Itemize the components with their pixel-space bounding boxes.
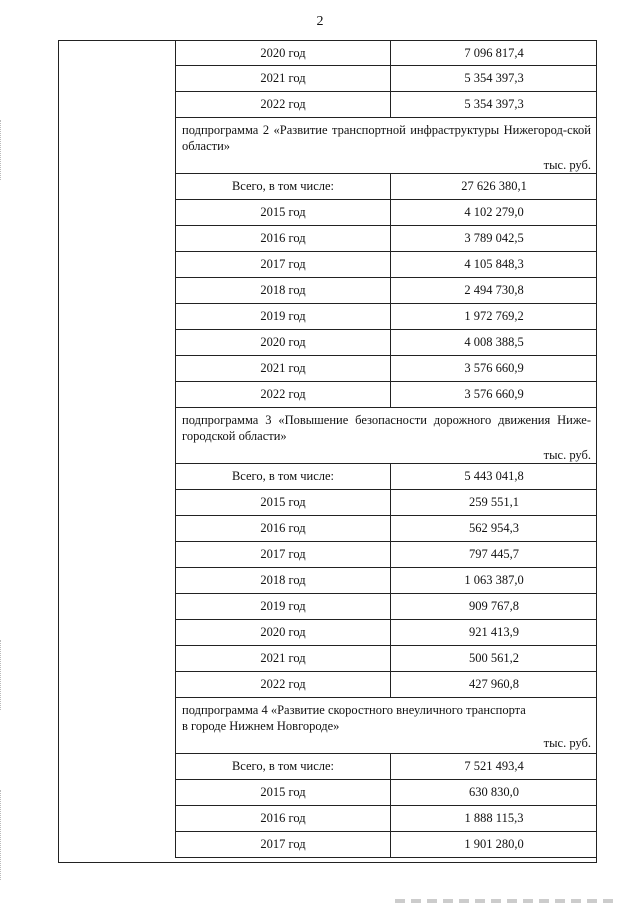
amount-cell: 427 960,8 xyxy=(469,677,519,691)
subprogram-4-header xyxy=(175,698,597,754)
amount-cell: 562 954,3 xyxy=(469,521,519,535)
subprogram-2-header xyxy=(175,118,597,174)
table-row xyxy=(175,646,597,672)
table-row xyxy=(175,174,597,200)
unit-label: тыс. руб. xyxy=(543,736,591,750)
table-row xyxy=(175,754,597,780)
table-row xyxy=(175,200,597,226)
year-cell: 2019 год xyxy=(176,304,391,329)
table-row xyxy=(175,516,597,542)
table-row xyxy=(175,490,597,516)
table-row xyxy=(175,330,597,356)
year-cell: 2017 год xyxy=(176,252,391,277)
subprogram-3-title: подпрограмма 3 «Повышение безопасности дорожного движения Ниже-городской области» xyxy=(182,413,591,443)
table-row xyxy=(175,226,597,252)
amount-cell: 259 551,1 xyxy=(469,495,519,509)
amount-cell: 1 972 769,2 xyxy=(464,309,524,323)
amount-cell: 3 789 042,5 xyxy=(464,231,524,245)
amount-cell: 909 767,8 xyxy=(469,599,519,613)
year-cell: 2021 год xyxy=(176,646,391,671)
amount-cell: 4 008 388,5 xyxy=(464,335,524,349)
amount-cell: 500 561,2 xyxy=(469,651,519,665)
total-label-cell: Всего, в том числе: xyxy=(176,754,391,779)
amount-cell: 4 102 279,0 xyxy=(464,205,524,219)
subprogram-3-header xyxy=(175,408,597,464)
table-row xyxy=(175,66,597,92)
table-row xyxy=(175,568,597,594)
year-cell: 2021 год xyxy=(176,356,391,381)
amount-cell: 2 494 730,8 xyxy=(464,283,524,297)
year-cell: 2015 год xyxy=(176,780,391,805)
table-row xyxy=(175,464,597,490)
amount-cell: 7 096 817,4 xyxy=(464,46,524,60)
unit-label: тыс. руб. xyxy=(543,448,591,462)
year-cell: 2015 год xyxy=(176,200,391,225)
amount-cell: 5 354 397,3 xyxy=(464,97,524,111)
amount-cell: 630 830,0 xyxy=(469,785,519,799)
amount-cell: 7 521 493,4 xyxy=(464,759,524,773)
year-cell: 2016 год xyxy=(176,806,391,831)
year-cell: 2018 год xyxy=(176,568,391,593)
year-cell: 2020 год xyxy=(176,330,391,355)
amount-cell: 1 063 387,0 xyxy=(464,573,524,587)
amount-cell: 3 576 660,9 xyxy=(464,387,524,401)
table-row xyxy=(175,382,597,408)
page-number: 2 xyxy=(316,14,324,29)
year-cell: 2021 год xyxy=(176,66,391,91)
table-row xyxy=(175,806,597,832)
year-cell: 2022 год xyxy=(176,92,391,117)
year-cell: 2015 год xyxy=(176,490,391,515)
year-cell: 2022 год xyxy=(176,672,391,697)
subprogram-4-title-line1: подпрограмма 4 «Развитие скоростного внеуличного транспорта xyxy=(182,703,526,717)
scan-artifact xyxy=(0,120,5,180)
table-row xyxy=(175,92,597,118)
total-label-cell: Всего, в том числе: xyxy=(176,464,391,489)
year-cell: 2019 год xyxy=(176,594,391,619)
table-row xyxy=(175,278,597,304)
table-row xyxy=(175,304,597,330)
year-cell: 2022 год xyxy=(176,382,391,407)
scan-artifact xyxy=(0,790,5,880)
year-cell: 2020 год xyxy=(176,41,391,65)
table-row xyxy=(175,672,597,698)
amount-cell: 797 445,7 xyxy=(469,547,519,561)
table-row xyxy=(175,252,597,278)
amount-cell: 4 105 848,3 xyxy=(464,257,524,271)
table-row xyxy=(175,594,597,620)
year-cell: 2017 год xyxy=(176,542,391,567)
amount-cell: 27 626 380,1 xyxy=(461,179,527,193)
year-cell: 2018 год xyxy=(176,278,391,303)
year-cell: 2016 год xyxy=(176,516,391,541)
table-row xyxy=(175,620,597,646)
table-row xyxy=(175,40,597,66)
table-row xyxy=(175,780,597,806)
scan-artifact xyxy=(395,899,615,903)
year-cell: 2016 год xyxy=(176,226,391,251)
table-row xyxy=(175,356,597,382)
unit-label: тыс. руб. xyxy=(543,158,591,172)
amount-cell: 5 443 041,8 xyxy=(464,469,524,483)
scan-artifact xyxy=(0,640,5,710)
table-row xyxy=(175,542,597,568)
total-label-cell: Всего, в том числе: xyxy=(176,174,391,199)
year-cell: 2017 год xyxy=(176,832,391,857)
subprogram-4-title-line2: в городе Нижнем Новгороде» xyxy=(182,719,340,733)
amount-cell: 5 354 397,3 xyxy=(464,71,524,85)
subprogram-2-title: подпрограмма 2 «Развитие транспортной инфраструктуры Нижегород-ской области» xyxy=(182,123,591,153)
table-row xyxy=(175,832,597,858)
funding-table xyxy=(175,40,597,858)
amount-cell: 921 413,9 xyxy=(469,625,519,639)
amount-cell: 1 901 280,0 xyxy=(464,837,524,851)
year-cell: 2020 год xyxy=(176,620,391,645)
amount-cell: 1 888 115,3 xyxy=(464,811,524,825)
amount-cell: 3 576 660,9 xyxy=(464,361,524,375)
